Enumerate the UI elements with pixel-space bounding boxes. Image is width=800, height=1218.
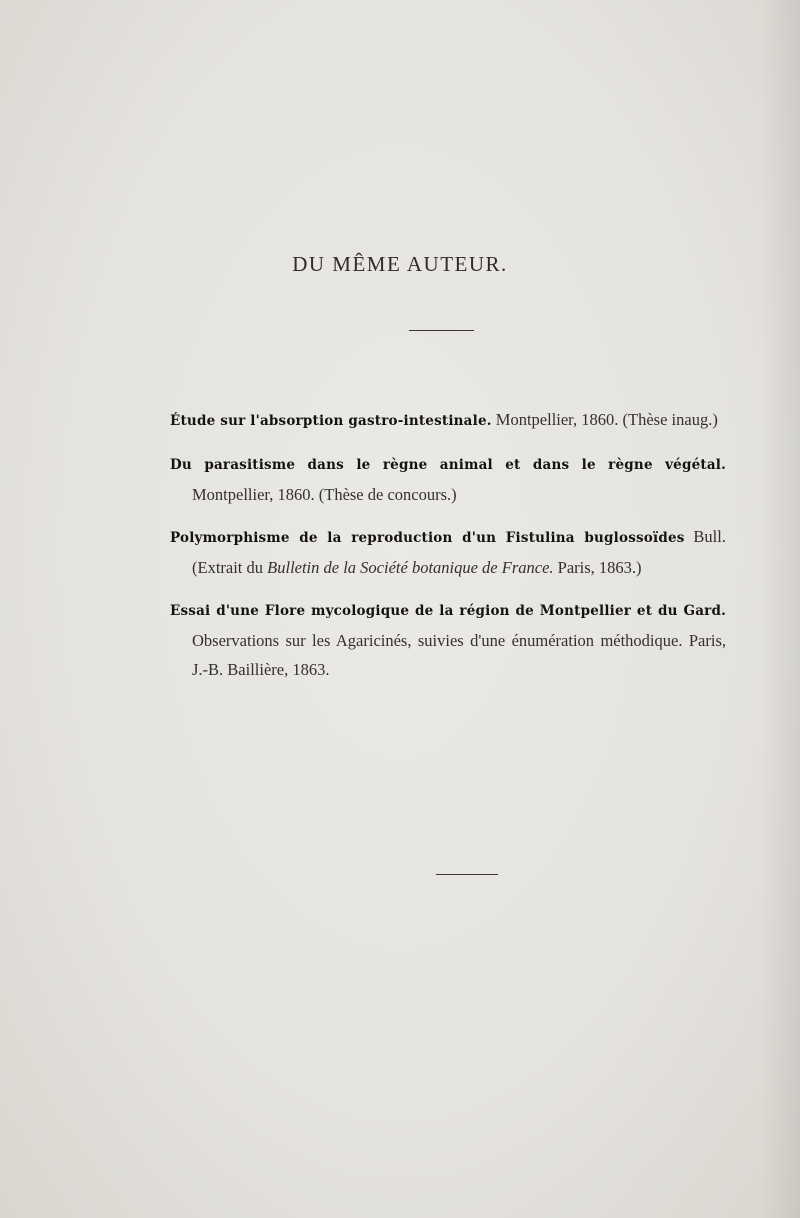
bibliography-entry-2 [170, 449, 726, 509]
bibliography-entry-3 [170, 522, 726, 582]
bibliography-entry-1 [170, 405, 726, 436]
entry-text: Observations sur les Agaricinés, suivies d'une énumération méthodique. Paris, J.-B. Baillière, 1863. [192, 631, 726, 679]
page-heading: DU MÊME AUTEUR. [292, 252, 508, 276]
entry-journal: Bulletin de la Société botanique de France. [267, 558, 554, 577]
entry-text: Bull. (Extrait du [192, 527, 726, 577]
entry-text: Montpellier, 1860. (Thèse de concours.) [192, 485, 457, 504]
entry-text: Paris, 1863.) [553, 558, 642, 577]
entry-title: Étude sur l'absorption gastro-intestinale. [170, 413, 492, 429]
entry-title: Polymorphisme de la reproduction d'un Fistulina buglossoïdes [170, 530, 685, 546]
bibliography-list [170, 405, 726, 697]
entry-title: Essai d'une Flore mycologique de la région de Montpellier et du Gard. [170, 603, 726, 619]
page-edge-shadow [760, 0, 800, 1218]
entry-title: Du parasitisme dans le règne animal et dans le règne végétal. [170, 457, 726, 473]
bottom-divider [436, 874, 498, 875]
bibliography-entry-4 [170, 595, 726, 684]
entry-text: Montpellier, 1860. (Thèse inaug.) [491, 410, 718, 429]
top-divider [409, 330, 474, 331]
